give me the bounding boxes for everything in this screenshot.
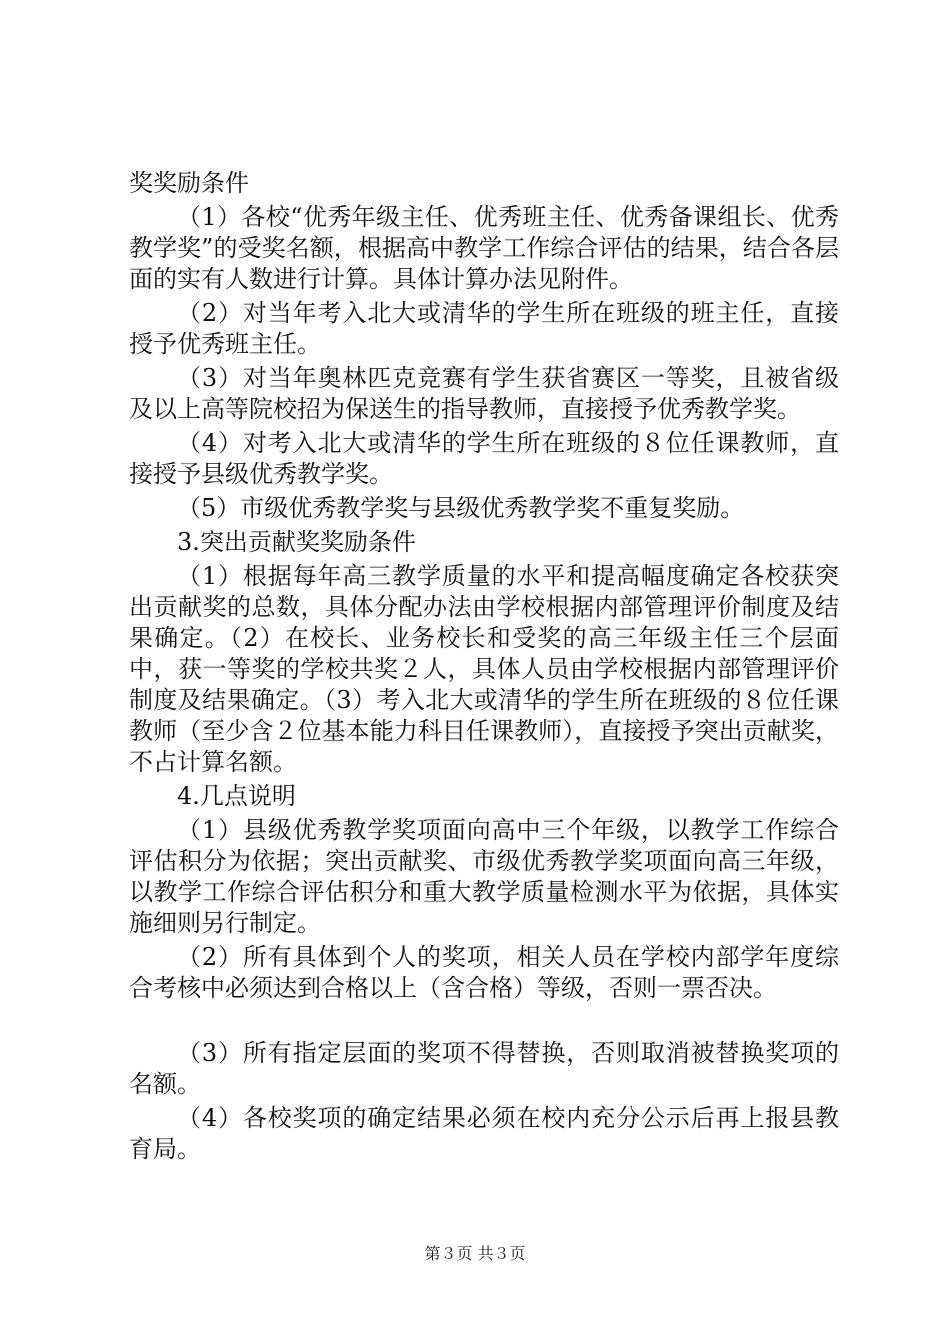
section-heading-outstanding-contribution: 3.突出贡献奖奖励条件 <box>177 528 416 556</box>
paragraph-item-3: （3）对当年奥林匹克竞赛有学生获省赛区一等奖，且被省级及以上高等院校招为保送生的指导教师，直接授予优秀教学奖。 <box>129 364 839 423</box>
paragraph-note-1: （1）县级优秀教学奖项面向高中三个年级，以教学工作综合评估积分为依据；突出贡献奖、市级优秀教学奖项面向高三年级，以教学工作综合评估积分和重大教学质量检测水平为依据，具体实施细则另行制定。 <box>129 816 839 937</box>
paragraph-award-conditions-tail: 奖奖励条件 <box>129 169 249 197</box>
paragraph-contribution-conditions: （1）根据每年高三教学质量的水平和提高幅度确定各校获突出贡献奖的总数，具体分配办法由学校根据内部管理评价制度及结果确定。（2）在校长、业务校长和受奖的高三年级主任三个层面中，获一等奖的学校共奖２人，具体人员由学校根据内部管理评价制度及结果确定。（3）考入北大或清华的学生所在班级的８位任课教师（至少含２位基本能力科目任课教师），直接授予突出贡献奖，不占计算名额。 <box>129 562 839 776</box>
paragraph-item-5: （5）市级优秀教学奖与县级优秀教学奖不重复奖励。 <box>177 494 745 522</box>
document-body <box>129 168 839 1168</box>
paragraph-item-4: （4）对考入北大或清华的学生所在班级的８位任课教师，直接授予县级优秀教学奖。 <box>129 429 839 488</box>
paragraph-item-2: （2）对当年考入北大或清华的学生所在班级的班主任，直接授予优秀班主任。 <box>129 299 839 358</box>
page-footer: 第３页 共３页 <box>424 1244 526 1263</box>
section-heading-notes: 4.几点说明 <box>177 782 296 810</box>
paragraph-note-2: （2）所有具体到个人的奖项，相关人员在学校内部学年度综合考核中必须达到合格以上（含合格）等级，否则一票否决。 <box>129 943 839 1002</box>
paragraph-item-1: （1）各校“优秀年级主任、优秀班主任、优秀备课组长、优秀教学奖”的受奖名额，根据高中教学工作综合评估的结果，结合各层面的实有人数进行计算。具体计算办法见附件。 <box>129 203 839 293</box>
paragraph-note-4: （4）各校奖项的确定结果必须在校内充分公示后再上报县教育局。 <box>129 1104 839 1163</box>
paragraph-note-3: （3）所有指定层面的奖项不得替换，否则取消被替换奖项的名额。 <box>129 1039 839 1098</box>
